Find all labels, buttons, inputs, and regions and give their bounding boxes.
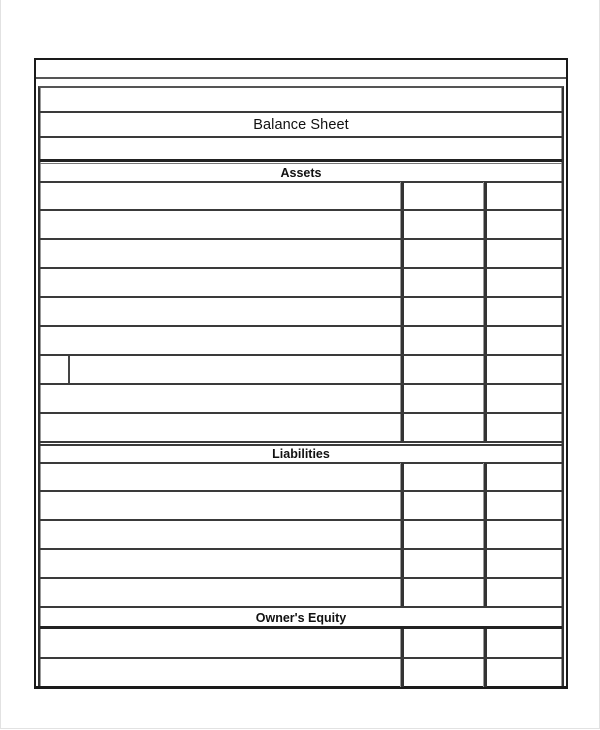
liabilities-description-cell[interactable] bbox=[40, 492, 400, 519]
assets-total-cell[interactable] bbox=[484, 298, 567, 325]
assets-row bbox=[40, 240, 562, 269]
liabilities-total-cell[interactable] bbox=[484, 550, 567, 577]
assets-description-cell[interactable] bbox=[40, 414, 400, 441]
assets-total-cell[interactable] bbox=[484, 356, 567, 383]
liabilities-description-cell[interactable] bbox=[40, 579, 400, 606]
equity-total-cell[interactable] bbox=[484, 659, 567, 687]
assets-total-cell[interactable] bbox=[484, 182, 567, 209]
blank-subtitle-row[interactable] bbox=[40, 138, 562, 162]
liabilities-row bbox=[40, 521, 562, 550]
assets-amount-cell[interactable] bbox=[401, 385, 484, 412]
assets-amount-cell[interactable] bbox=[401, 298, 484, 325]
liabilities-description-cell[interactable] bbox=[40, 550, 400, 577]
liabilities-amount-cell[interactable] bbox=[401, 463, 484, 490]
liabilities-row bbox=[40, 463, 562, 492]
equity-description-cell[interactable] bbox=[40, 629, 400, 657]
liabilities-description-cell[interactable] bbox=[40, 521, 400, 548]
assets-amount-cell[interactable] bbox=[401, 269, 484, 296]
assets-description-cell[interactable] bbox=[40, 327, 400, 354]
equity-amount-cell[interactable] bbox=[401, 629, 484, 657]
liabilities-total-cell[interactable] bbox=[484, 521, 567, 548]
assets-row bbox=[40, 356, 562, 385]
assets-amount-cell[interactable] bbox=[401, 211, 484, 238]
top-blank-row[interactable] bbox=[36, 60, 566, 79]
assets-row bbox=[40, 414, 562, 443]
assets-total-cell[interactable] bbox=[484, 269, 567, 296]
assets-section-header bbox=[40, 163, 562, 183]
liabilities-amount-cell[interactable] bbox=[401, 492, 484, 519]
assets-total-cell[interactable] bbox=[484, 414, 567, 441]
equity-amount-cell[interactable] bbox=[401, 659, 484, 687]
assets-description-cell[interactable] bbox=[40, 182, 400, 209]
liabilities-amount-cell[interactable] bbox=[401, 579, 484, 606]
assets-description-cell[interactable] bbox=[40, 211, 400, 238]
liabilities-row bbox=[40, 492, 562, 521]
assets-amount-cell[interactable] bbox=[401, 356, 484, 383]
page-title: Balance Sheet bbox=[253, 116, 349, 133]
blank-header-row[interactable] bbox=[40, 88, 562, 113]
assets-row bbox=[40, 182, 562, 211]
equity-description-cell[interactable] bbox=[40, 659, 400, 687]
assets-description-cell[interactable] bbox=[40, 240, 400, 267]
assets-description-cell[interactable] bbox=[40, 269, 400, 296]
assets-row bbox=[40, 385, 562, 414]
liabilities-description-cell[interactable] bbox=[40, 463, 400, 490]
assets-total-cell[interactable] bbox=[484, 211, 567, 238]
liabilities-header-label: Liabilities bbox=[272, 447, 330, 461]
assets-description-cell[interactable] bbox=[40, 385, 400, 412]
equity-row bbox=[40, 629, 562, 659]
liabilities-total-cell[interactable] bbox=[484, 579, 567, 606]
liabilities-row bbox=[40, 579, 562, 608]
assets-row bbox=[40, 211, 562, 240]
assets-row bbox=[40, 298, 562, 327]
form-body bbox=[38, 86, 564, 686]
assets-row bbox=[40, 269, 562, 298]
indent-divider bbox=[68, 356, 70, 383]
assets-amount-cell[interactable] bbox=[401, 414, 484, 441]
assets-total-cell[interactable] bbox=[484, 240, 567, 267]
assets-row bbox=[40, 327, 562, 356]
assets-amount-cell[interactable] bbox=[401, 327, 484, 354]
assets-header-label: Assets bbox=[280, 165, 322, 180]
liabilities-row bbox=[40, 550, 562, 579]
equity-total-cell[interactable] bbox=[484, 629, 567, 657]
assets-amount-cell[interactable] bbox=[401, 182, 484, 209]
equity-header-label: Owner's Equity bbox=[255, 610, 347, 625]
assets-description-cell[interactable] bbox=[40, 298, 400, 325]
liabilities-total-cell[interactable] bbox=[484, 492, 567, 519]
liabilities-amount-cell[interactable] bbox=[401, 521, 484, 548]
liabilities-total-cell[interactable] bbox=[484, 463, 567, 490]
assets-total-cell[interactable] bbox=[484, 385, 567, 412]
assets-description-cell[interactable] bbox=[40, 356, 400, 383]
liabilities-section-header bbox=[40, 444, 562, 464]
title-row bbox=[40, 113, 562, 138]
assets-total-cell[interactable] bbox=[484, 327, 567, 354]
equity-section-header bbox=[40, 609, 562, 629]
liabilities-amount-cell[interactable] bbox=[401, 550, 484, 577]
balance-sheet-form bbox=[34, 58, 568, 689]
assets-amount-cell[interactable] bbox=[401, 240, 484, 267]
equity-row bbox=[40, 659, 562, 687]
